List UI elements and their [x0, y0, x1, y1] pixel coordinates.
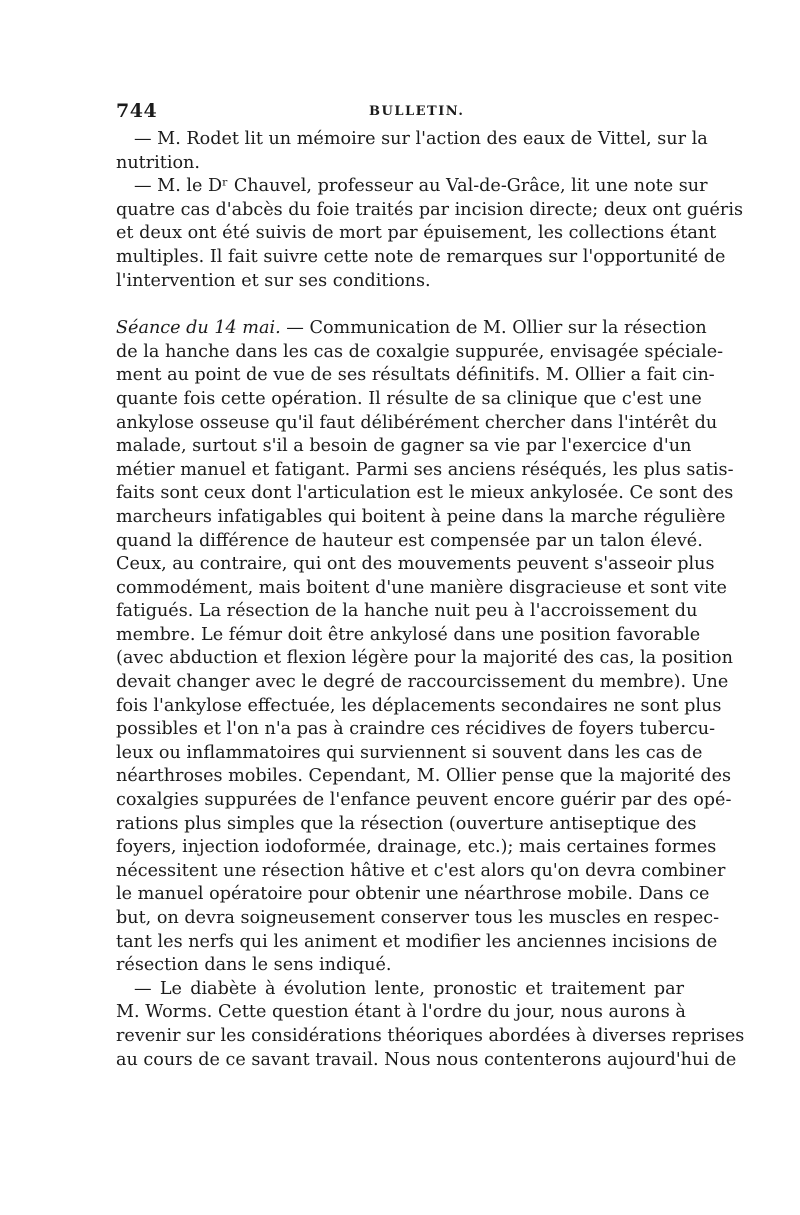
paragraph-worms	[116, 978, 745, 1072]
text-line: l'intervention et sur ses conditions.	[116, 270, 431, 291]
text-line: M. Worms. Cette question étant à l'ordre du jour, nous aurons à	[116, 1002, 686, 1023]
text-line: — M. le Dʳ Chauvel, professeur au Val-de-Grâce, lit une note sur	[134, 176, 708, 197]
running-head	[116, 100, 684, 124]
text-line: rations plus simples que la résection (ouverture antiseptique des	[116, 813, 697, 834]
paragraph-chauvel	[116, 175, 744, 293]
text-line: le manuel opératoire pour obtenir une néarthrose mobile. Dans ce	[116, 884, 710, 905]
text-line: métier manuel et fatigant. Parmi ses anciens réséqués, les plus satis-	[116, 459, 734, 480]
text-line: revenir sur les considérations théoriques abordées à diverses reprises	[116, 1025, 745, 1046]
text-line: (avec abduction et flexion légère pour la majorité des cas, la position	[116, 648, 733, 669]
text-line: — M. Rodet lit un mémoire sur l'action des eaux de Vittel, sur la	[134, 129, 708, 149]
text-line: quatre cas d'abcès du foie traités par incision directe; deux ont guéris	[116, 199, 744, 220]
running-head-title: BULLETIN.	[369, 104, 465, 119]
text-line: leux ou inflammatoires qui surviennent si souvent dans les cas de	[116, 742, 703, 763]
text-line: de la hanche dans les cas de coxalgie suppurée, envisagée spéciale-	[116, 341, 724, 362]
page-number: 744	[116, 100, 158, 122]
text-line: faits sont ceux dont l'articulation est le mieux ankylosée. Ce sont des	[116, 483, 734, 504]
text-line: au cours de ce savant travail. Nous nous contenterons aujourd'hui de	[116, 1049, 737, 1070]
paragraph-seance	[116, 317, 734, 978]
body-text	[116, 128, 745, 1072]
text-line: malade, surtout s'il a besoin de gagner sa vie par l'exercice d'un	[116, 436, 692, 457]
text-line: quand la différence de hauteur est compensée par un talon élevé.	[116, 530, 703, 551]
text-line: fatigués. La résection de la hanche nuit peu à l'accroissement du	[116, 601, 698, 622]
seance-first-line	[116, 317, 707, 341]
text-line: devait changer avec le degré de raccourcissement du membre). Une	[116, 672, 729, 693]
text-line: et deux ont été suivis de mort par épuisement, les collections étant	[116, 223, 717, 244]
text-line: membre. Le fémur doit être ankylosé dans une position favorable	[116, 624, 701, 645]
text-line: Ceux, au contraire, qui ont des mouvements peuvent s'asseoir plus	[116, 554, 715, 575]
text-line: nutrition.	[116, 152, 200, 173]
text-line: néarthroses mobiles. Cependant, M. Ollier pense que la majorité des	[116, 766, 732, 787]
seance-first-line-text: — Communication de M. Ollier sur la résection	[280, 318, 707, 339]
text-line: résection dans le sens indiqué.	[116, 955, 392, 976]
paragraph-rodet	[116, 128, 708, 175]
seance-date-label: Séance du 14 mai.	[116, 318, 281, 339]
text-line: foyers, injection iodoformée, drainage, etc.); mais certaines formes	[116, 837, 717, 858]
text-line: ankylose osseuse qu'il faut délibérément chercher dans l'intérêt du	[116, 412, 718, 433]
text-line: — Le diabète à évolution lente, pronostic et traitement par	[134, 978, 684, 999]
text-line: quante fois cette opération. Il résulte de sa clinique que c'est une	[116, 388, 702, 409]
text-line: commodément, mais boitent d'une manière disgracieuse et sont vite	[116, 577, 727, 598]
text-line: coxalgies suppurées de l'enfance peuvent encore guérir par des opé-	[116, 790, 732, 811]
section-gap	[116, 293, 684, 317]
text-line: multiples. Il fait suivre cette note de remarques sur l'opportunité de	[116, 246, 726, 267]
text-line: ment au point de vue de ses résultats définitifs. M. Ollier a fait cin-	[116, 365, 715, 386]
text-line: tant les nerfs qui les animent et modifier les anciennes incisions de	[116, 931, 718, 952]
text-line: but, on devra soigneusement conserver tous les muscles en respec-	[116, 908, 720, 928]
text-line: marcheurs infatigables qui boitent à peine dans la marche régulière	[116, 506, 726, 527]
text-line: fois l'ankylose effectuée, les déplacements secondaires ne sont plus	[116, 695, 722, 716]
text-line: possibles et l'on n'a pas à craindre ces récidives de foyers tubercu-	[116, 719, 716, 740]
text-line: nécessitent une résection hâtive et c'est alors qu'on devra combiner	[116, 860, 726, 881]
